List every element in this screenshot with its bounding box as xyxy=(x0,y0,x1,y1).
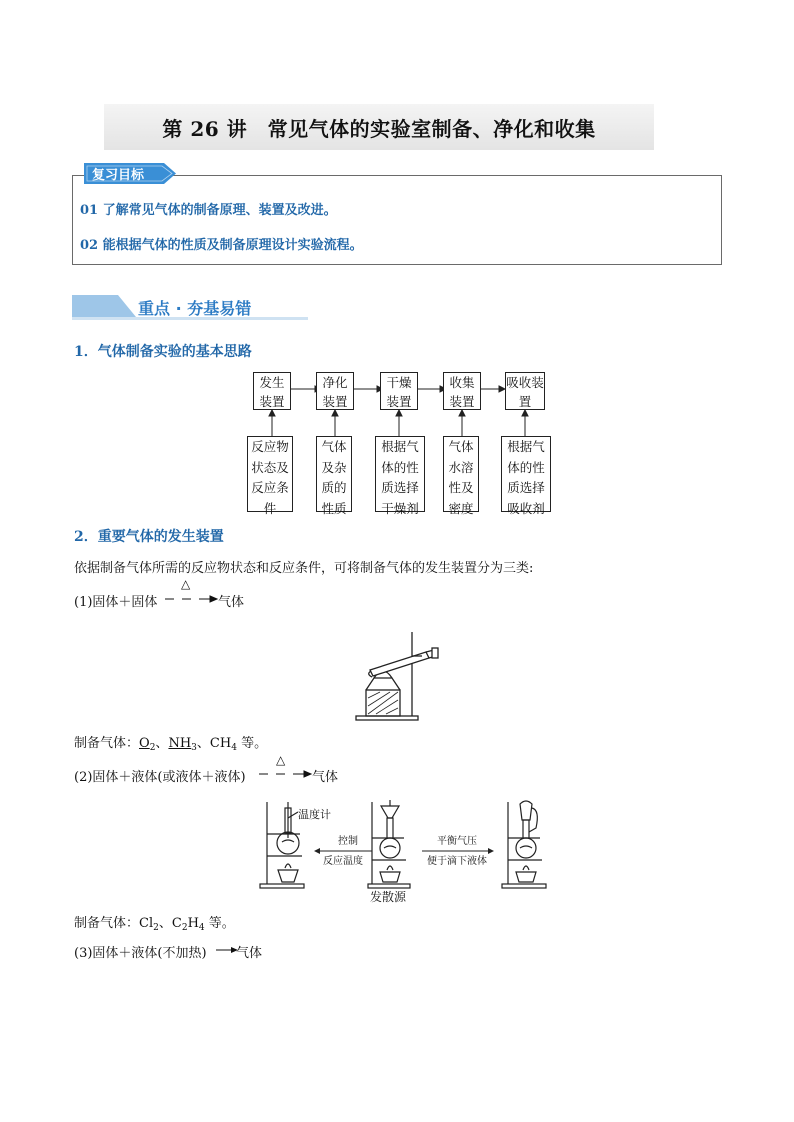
page-title: 第 26 讲 常见气体的实验室制备、净化和收集 xyxy=(162,117,596,141)
pressure-balanced-apparatus-illustration xyxy=(500,798,548,890)
part2-intro: 依据制备气体所需的反应物状态和反应条件，可将制备气体的发生装置分为三类: xyxy=(74,561,534,576)
flow-box-absorption: 吸收装置 xyxy=(505,372,545,410)
center-caption: 发散源 xyxy=(370,890,407,904)
flow-note-collection: 气体水溶性及密度 xyxy=(443,436,479,512)
case3-product: 气体 xyxy=(236,946,263,961)
case1-gases: 制备气体：$O_2$、$NH_3$、$CH_4$ 等。 xyxy=(74,736,268,753)
case2-condition: △ xyxy=(276,753,286,767)
case1-product: 气体 xyxy=(218,595,245,610)
flow-box-purification: 净化装置 xyxy=(316,372,354,410)
flow-box-drying: 干燥装置 xyxy=(380,372,418,410)
case1-arrow xyxy=(162,592,222,606)
thermometer-label: 温度计 xyxy=(298,808,331,821)
case2-label: (2)固体＋液体(或液体＋液体) xyxy=(74,770,246,785)
solid-solid-apparatus-illustration xyxy=(352,628,448,722)
left-arrow-bottom-label: 反应温度 xyxy=(323,856,363,867)
case1-condition: △ xyxy=(181,577,191,591)
section-label: 重点 · 夯基易错 xyxy=(138,299,252,318)
flow-box-generation: 发生装置 xyxy=(253,372,291,410)
part2-heading: 2．重要气体的发生装置 xyxy=(74,529,224,545)
case1-label: (1)固体＋固体 xyxy=(74,595,158,610)
flow-note-purification: 气体及杂质的性质 xyxy=(316,436,352,512)
goals-badge-label: 复习目标 xyxy=(92,168,145,183)
central-apparatus-illustration xyxy=(366,798,412,890)
goal-item-2: 02 能根据气体的性质及制备原理设计实验流程。 xyxy=(80,238,363,253)
left-arrow-top-label: 控制 xyxy=(338,836,358,847)
goal-item-1: 01 了解常见气体的制备原理、装置及改进。 xyxy=(80,203,337,218)
right-arrow-bottom-label: 便于滴下液体 xyxy=(427,856,487,867)
case3-label: (3)固体＋液体(不加热) xyxy=(74,946,207,961)
part1-heading: 1．气体制备实验的基本思路 xyxy=(74,344,252,360)
case2-product: 气体 xyxy=(312,770,339,785)
flow-note-drying: 根据气体的性质选择干燥剂 xyxy=(375,436,425,512)
right-arrow-top-label: 平衡气压 xyxy=(437,836,477,847)
case2-gases: 制备气体：$Cl_2$、$C_2H_4$ 等。 xyxy=(74,916,235,933)
case2-arrow xyxy=(256,767,316,781)
flow-note-absorption: 根据气体的性质选择吸收剂 xyxy=(501,436,551,512)
flow-note-generation: 反应物状态及反应条件 xyxy=(247,436,293,512)
flow-box-collection: 收集装置 xyxy=(443,372,481,410)
